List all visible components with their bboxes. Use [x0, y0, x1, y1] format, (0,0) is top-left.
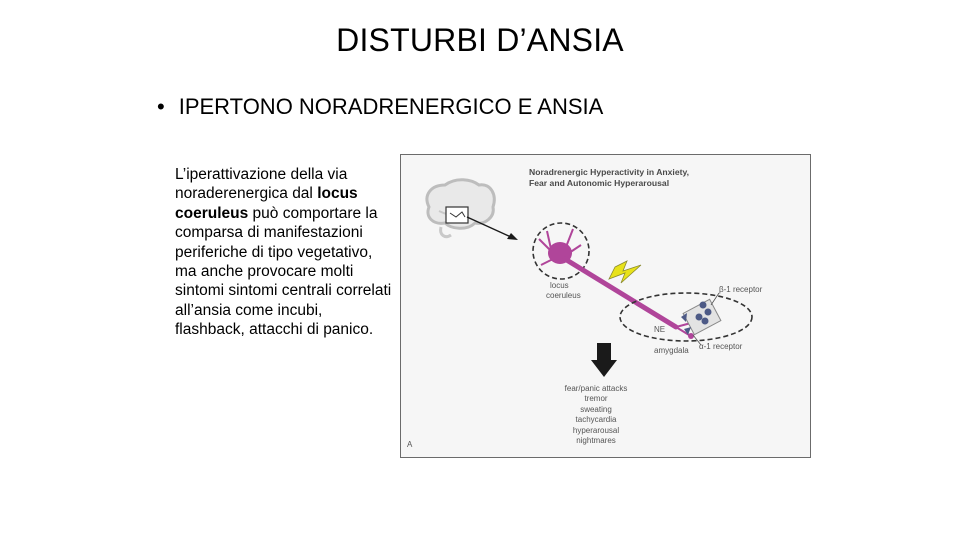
figure-title — [529, 167, 689, 189]
label-beta-receptor: β-1 receptor — [719, 285, 763, 294]
body-text-bold: locus coeruleus — [175, 185, 358, 222]
symptom-item: hyperarousal — [572, 425, 620, 435]
body-text-part2: può comportare la comparsa di manifestazioni periferiche di tipo vegetativo, ma anche provocare molti sintomi sintomi centrali correlati all’ansia come incubi, flashback, attacchi di panico. — [175, 204, 392, 339]
figure-title-line1: Noradrenergic Hyperactivity in Anxiety, — [529, 167, 689, 177]
lightning-icon — [609, 261, 641, 283]
label-ne: NE — [654, 325, 666, 334]
noradrenergic-figure — [400, 154, 811, 458]
panel-letter: A — [407, 440, 413, 449]
brain-icon — [427, 180, 494, 237]
figure-title-line2: Fear and Autonomic Hyperarousal — [529, 178, 670, 188]
bullet-text: IPERTONO NORADRENERGICO E ANSIA — [178, 94, 604, 119]
body-paragraph — [175, 165, 395, 340]
down-arrow-icon — [591, 343, 617, 377]
symptom-item: nightmares — [576, 436, 616, 446]
label-alpha-receptor: α-1 receptor — [699, 342, 743, 351]
body-text-part1: L’iperattivazione della via noraderenergica dal — [175, 166, 348, 203]
brain-to-locus-arrow — [467, 217, 518, 240]
slide-title: DISTURBI D’ANSIA — [336, 22, 624, 58]
symptom-item: fear/panic attacks — [564, 384, 628, 393]
bullet-dot-icon: • — [157, 94, 165, 119]
symptom-item: tachycardia — [575, 415, 617, 425]
bullet-item — [157, 94, 603, 120]
label-locus-line2: coeruleus — [546, 291, 581, 300]
symptom-item: tremor — [584, 394, 608, 404]
symptom-item: sweating — [580, 404, 612, 414]
label-amygdala: amygdala — [654, 346, 689, 355]
receptor-cluster — [681, 293, 721, 345]
label-locus — [546, 281, 581, 301]
symptoms-list — [551, 384, 641, 446]
label-locus-line1: locus — [550, 281, 569, 290]
